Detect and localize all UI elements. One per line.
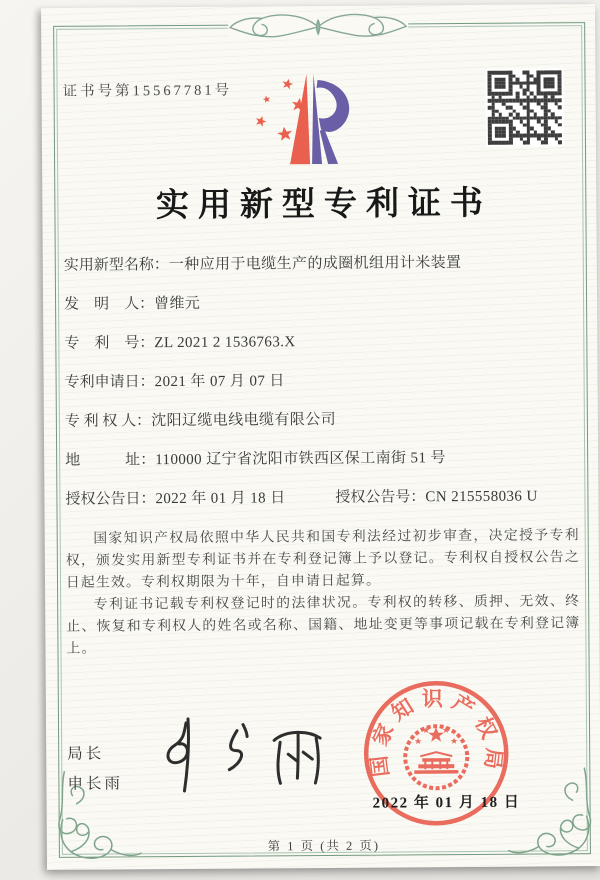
- field-value: 110000 辽宁省沈阳市铁西区保工南街 51 号: [155, 450, 446, 469]
- field-value: 一种应用于电缆生产的成圈机组用计米装置: [168, 255, 462, 274]
- grant-number-pair: 授权公告号：CN 215558036 U: [335, 488, 538, 506]
- seal-date: 2022 年 01 月 18 日: [372, 794, 521, 812]
- commissioner-name: 申长雨: [67, 775, 123, 793]
- legal-paragraph: 国家知识产权局依照中华人民共和国专利法经过初步审查，决定授予专利权，颁发实用新型专利证书并在专利登记簿上予以登记。专利权自授权公告之日起生效。专利权期限为十年，自申请日起算。: [65, 527, 580, 590]
- field-value: ZL 2021 2 1536763.X: [154, 334, 296, 352]
- field-value: 2021 年 07 月 07 日: [154, 373, 285, 391]
- field-application-date: 专利申请日：2021 年 07 月 07 日: [64, 373, 285, 391]
- signature-icon: [142, 706, 353, 799]
- certificate-title: 实用新型专利证书: [155, 185, 493, 225]
- top-flourish-icon: [200, 7, 436, 47]
- field-label: 授权公告号: [335, 489, 411, 506]
- field-label: 实用新型名称: [63, 257, 154, 274]
- page-number: 第 1 页 (共 2 页): [267, 838, 381, 854]
- field-grant-date-and-number: [65, 485, 577, 511]
- field-label: 地 址: [65, 452, 141, 469]
- field-label: 专 利 号: [64, 335, 140, 352]
- field-patentee: 专 利 权 人：沈阳辽缆电线电缆有限公司: [64, 411, 337, 430]
- field-label: 发 明 人: [64, 296, 140, 313]
- qr-code: [485, 68, 564, 147]
- commissioner-block: [67, 739, 123, 799]
- legal-text: [66, 524, 581, 660]
- field-value: CN 215558036 U: [425, 488, 538, 506]
- legal-paragraph: 专利证书记载专利权登记时的法律状况。专利权的转移、质押、无效、终止、恢复和专利权人的姓名或名称、国籍、地址变更等事项记载在专利登记簿上。: [66, 593, 581, 656]
- field-value: 2022 年 01 月 18 日: [155, 490, 286, 508]
- seal-ring-text: 国家知识产权局: [366, 686, 507, 779]
- field-label: 授权公告日: [65, 491, 141, 508]
- field-label: 专 利 权 人: [64, 413, 137, 430]
- field-list: [64, 251, 578, 528]
- field-address: 地 址：110000 辽宁省沈阳市铁西区保工南街 51 号: [65, 450, 446, 469]
- field-value: 曾维元: [154, 295, 201, 313]
- field-utility-model-name: 实用新型名称：一种应用于电缆生产的成圈机组用计米装置: [63, 255, 462, 274]
- certificate-number: 证书号第15567781号: [62, 82, 233, 100]
- commissioner-title: 局长: [67, 745, 105, 763]
- cnipa-logo-icon: [235, 68, 360, 173]
- field-label: 专利申请日: [64, 374, 140, 391]
- field-patent-number: 专 利 号：ZL 2021 2 1536763.X: [64, 334, 296, 352]
- field-value: 沈阳辽缆电线电缆有限公司: [151, 411, 337, 430]
- certificate-page: [41, 4, 600, 870]
- field-inventor: 发 明 人：曾维元: [64, 295, 201, 313]
- grant-date-pair: 授权公告日：2022 年 01 月 18 日: [65, 490, 286, 508]
- national-emblem-icon: [405, 726, 467, 788]
